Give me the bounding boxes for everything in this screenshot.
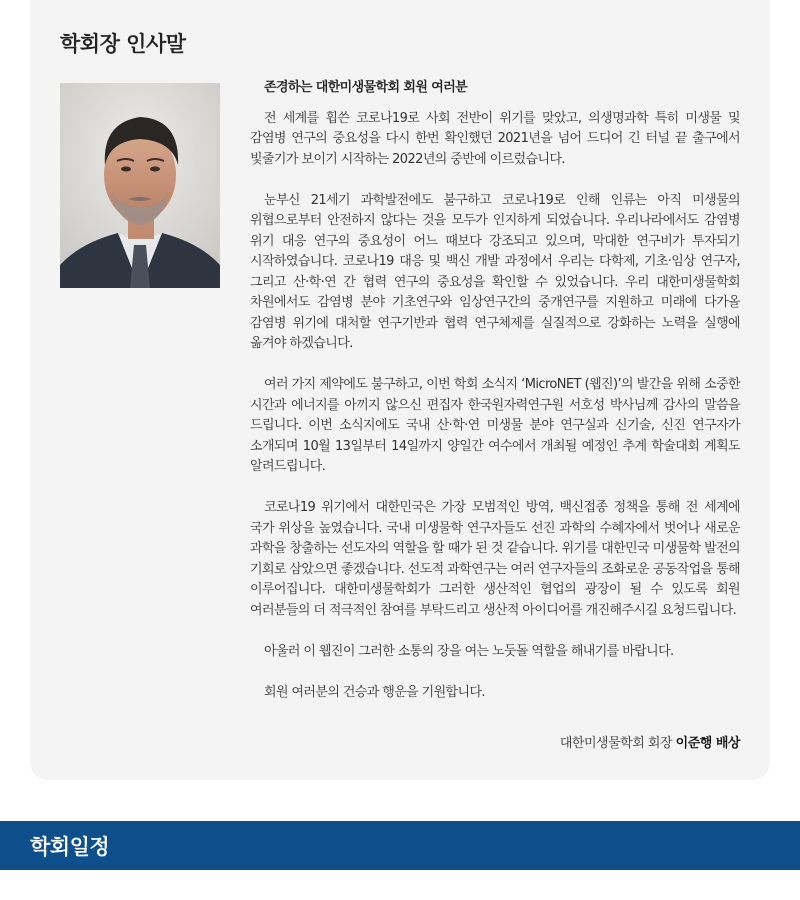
schedule-section-header xyxy=(0,821,800,870)
letter-paragraph: 여러 가지 제약에도 불구하고, 이번 학회 소식지 ‘MicroNET (웹진)’의 발간을 위해 소중한 시간과 에너지를 아끼지 않으신 편집자 한국원자력연구원 서호성 박사님께 감사의 말씀을 드립니다. 이번 소식지에도 국내 산·학·연 미생물 분야 연구실과 신기술, 신진 연구자가 소개되며 10월 13일부터 14일까지 양일간 여수에서 개최될 예정인 추계 학술대회 계획도 알려드립니다. xyxy=(250,377,740,474)
letter-paragraph: 회원 여러분의 건승과 행운을 기원합니다. xyxy=(264,684,485,700)
signature-organization: 대한미생물학회 회장 xyxy=(559,736,673,751)
letter-paragraph: 눈부신 21세기 과학발전에도 불구하고 코로나19로 인해 인류는 아직 미생물의 위협으로부터 안전하지 않다는 것을 모두가 인지하게 되었습니다. 우리나라에서도 감염병 위기 대응 연구의 중요성이 어느 때보다 강조되고 있으며, 막대한 연구비가 투자되기 시작하였습니다. 코로나19 대응 및 백신 개발 과정에서 우리는 다학제, 기초·임상 연구자, 그리고 산·학·연 간 협력 연구의 중요성을 확인할 수 있었습니다. 우리 대한미생물학회 차원에서도 감염병 분야 기초연구와 임상연구간의 중개연구를 지원하고 미래에 다가올 감염병 위기에 대처할 연구기반과 협력 연구체제를 실질적으로 강화하는 노력을 실행에 옮겨야 하겠습니다. xyxy=(250,192,740,351)
letter-salutation: 존경하는 대한미생물학회 회원 여러분 xyxy=(264,80,468,95)
letter-paragraph: 전 세계를 휩쓴 코로나19로 사회 전반이 위기를 맞았고, 의생명과학 특히 미생물 및 감염병 연구의 중요성을 다시 한번 확인했던 2021년을 넘어 드디어 긴 터널 끝 출구에서 빛줄기가 보이기 시작하는 2022년의 중반에 이르렀습니다. xyxy=(250,110,740,167)
signature-name: 이준행 배상 xyxy=(675,736,740,751)
letter-paragraph: 아울러 이 웹진이 그러한 소통의 장을 여는 노둣돌 역할을 해내기를 바랍니다. xyxy=(264,643,674,659)
letter-signature xyxy=(560,732,740,751)
president-portrait xyxy=(60,83,220,288)
greeting-letter xyxy=(250,78,740,724)
schedule-title: 학회일정 xyxy=(30,835,110,859)
greeting-title: 학회장 인사말 xyxy=(60,32,186,56)
letter-paragraph: 코로나19 위기에서 대한민국은 가장 모범적인 방역, 백신접종 정책을 통해 전 세계에 국가 위상을 높였습니다. 국내 미생물학 연구자들도 선진 과학의 수혜자에서 벗어나 새로운 과학을 창출하는 선도자의 역할을 할 때가 된 것 같습니다. 위기를 대한민국 미생물학 발전의 기회로 삼았으면 좋겠습니다. 선도적 과학연구는 여러 연구자들의 조화로운 공동작업을 통해 이루어집니다. 대한미생물학회가 그러한 생산적인 협업의 광장이 될 수 있도록 회원 여러분들의 더 적극적인 참여를 부탁드리고 생산적 아이디어를 개진해주시길 요청드립니다. xyxy=(250,500,740,618)
